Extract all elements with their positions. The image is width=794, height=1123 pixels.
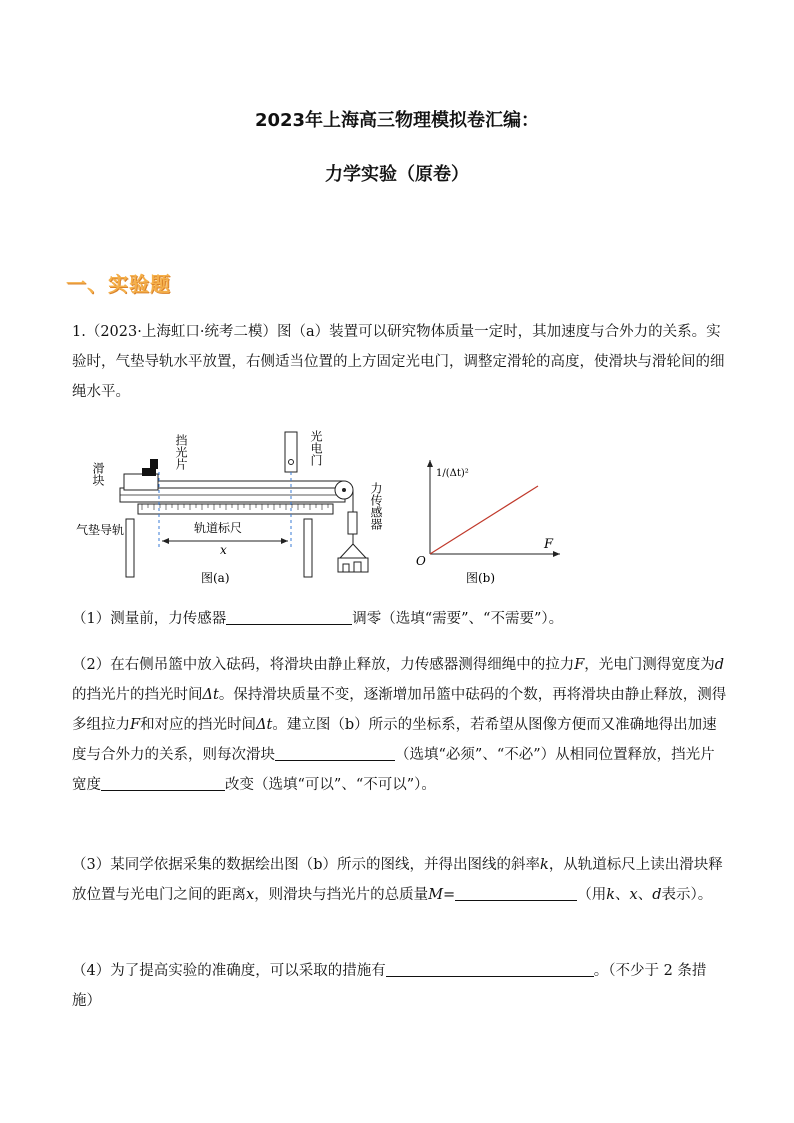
caption-figure-b: 图(b) bbox=[466, 571, 496, 585]
figure-a-apparatus bbox=[76, 424, 396, 589]
question-1-part-2 bbox=[72, 650, 728, 800]
x-axis-label: F bbox=[544, 537, 554, 552]
p3-var-k: k bbox=[540, 857, 549, 873]
answer-blank-4[interactable] bbox=[455, 882, 577, 901]
p2-var-dt: Δt bbox=[202, 687, 219, 703]
p2-var-F2: F bbox=[130, 717, 141, 733]
p2-text-f: 和对应的挡光时间 bbox=[140, 717, 257, 733]
p1-text-after: 调零（选填“需要”、“不需要”）。 bbox=[352, 611, 564, 627]
label-gate: 光电门 bbox=[309, 430, 323, 466]
caption-figure-a: 图(a) bbox=[201, 571, 230, 585]
question-1-part-3 bbox=[72, 850, 728, 910]
question-1-part-1 bbox=[72, 604, 728, 634]
p2-var-F: F bbox=[574, 657, 585, 673]
p3-text-e: 表示）。 bbox=[661, 887, 713, 903]
p2-text-i: 改变（选填“可以”、“不可以”）。 bbox=[225, 777, 436, 793]
figure-b-graph bbox=[410, 450, 570, 590]
question-1-part-4 bbox=[72, 956, 728, 1016]
p3-text-b: ，从轨道标尺上读出滑块释放位置与光电门之间的距离 bbox=[72, 857, 723, 903]
p2-text-g: 。建立图（b）所示的坐标系，若希望从图像方便而又准确地得出加速度与合外力的关系，则每次滑块 bbox=[72, 717, 717, 763]
question-1-intro: 1.（2023·上海虹口·统考二模）图（a）装置可以研究物体质量一定时，其加速度与合外力的关系。实验时，气垫导轨水平放置，右侧适当位置的上方固定光电门，调整定滑轮的高度，使滑块与滑轮间的细绳水平。 bbox=[72, 324, 725, 400]
p3-var-M: M bbox=[428, 887, 444, 903]
p1-text-before: （1）测量前，力传感器 bbox=[72, 611, 227, 627]
p3-var-d2: d bbox=[652, 887, 662, 903]
p3-equals: = bbox=[443, 887, 456, 903]
p2-text-c: 的挡光片的挡光时间 bbox=[72, 687, 203, 703]
label-x: x bbox=[220, 543, 227, 557]
y-axis-label: 1/(Δt)² bbox=[436, 468, 469, 479]
p2-text-a: （2）在右侧吊篮中放入砝码，将滑块由静止释放，力传感器测得细绳中的拉力 bbox=[72, 657, 575, 673]
p4-text-b: 。（不少于 2 条措施） bbox=[72, 963, 707, 1009]
answer-blank-5[interactable] bbox=[386, 958, 594, 977]
p2-var-d: d bbox=[714, 657, 725, 673]
label-rail: 气垫导轨 bbox=[76, 523, 125, 537]
p3-sep-2: 、 bbox=[637, 887, 653, 903]
p2-text-b: ，光电门测得宽度为 bbox=[584, 657, 715, 673]
label-sensor: 力传感器 bbox=[369, 482, 383, 530]
answer-blank-3[interactable] bbox=[101, 772, 225, 791]
p3-text-a: （3）某同学依据采集的数据绘出图（b）所示的图线，并得出图线的斜率 bbox=[72, 857, 541, 873]
p3-text-d: （用 bbox=[577, 887, 607, 903]
section-heading: 一、实验题 bbox=[66, 272, 171, 296]
p3-var-k2: k bbox=[606, 887, 615, 903]
label-ruler: 轨道标尺 bbox=[194, 521, 243, 535]
label-shutter: 挡光片 bbox=[174, 434, 188, 470]
answer-blank-1[interactable] bbox=[226, 606, 352, 625]
p3-var-x2: x bbox=[629, 887, 638, 903]
p3-text-c: ，则滑块与挡光片的总质量 bbox=[254, 887, 429, 903]
p2-text-h: （选填“必须”、“不必”）从相同位置释放，挡光片宽度 bbox=[72, 747, 715, 793]
graph-line bbox=[430, 486, 538, 554]
p2-text-e: 。保持滑块质量不变，逐渐增加吊篮中砝码的个数，再将滑块由静止释放，测得多组拉力 bbox=[72, 687, 727, 733]
page-title: 2023年上海高三物理模拟卷汇编： bbox=[254, 110, 540, 131]
answer-blank-2[interactable] bbox=[275, 742, 395, 761]
p4-text-a: （4）为了提高实验的准确度，可以采取的措施有 bbox=[72, 963, 386, 979]
p2-var-dt2: Δt bbox=[256, 717, 273, 733]
origin-label: O bbox=[416, 554, 426, 568]
p3-var-x: x bbox=[246, 887, 255, 903]
p3-sep-1: 、 bbox=[615, 887, 630, 903]
label-slider: 滑块 bbox=[91, 462, 105, 486]
page-subtitle: 力学实验（原卷） bbox=[325, 164, 469, 185]
